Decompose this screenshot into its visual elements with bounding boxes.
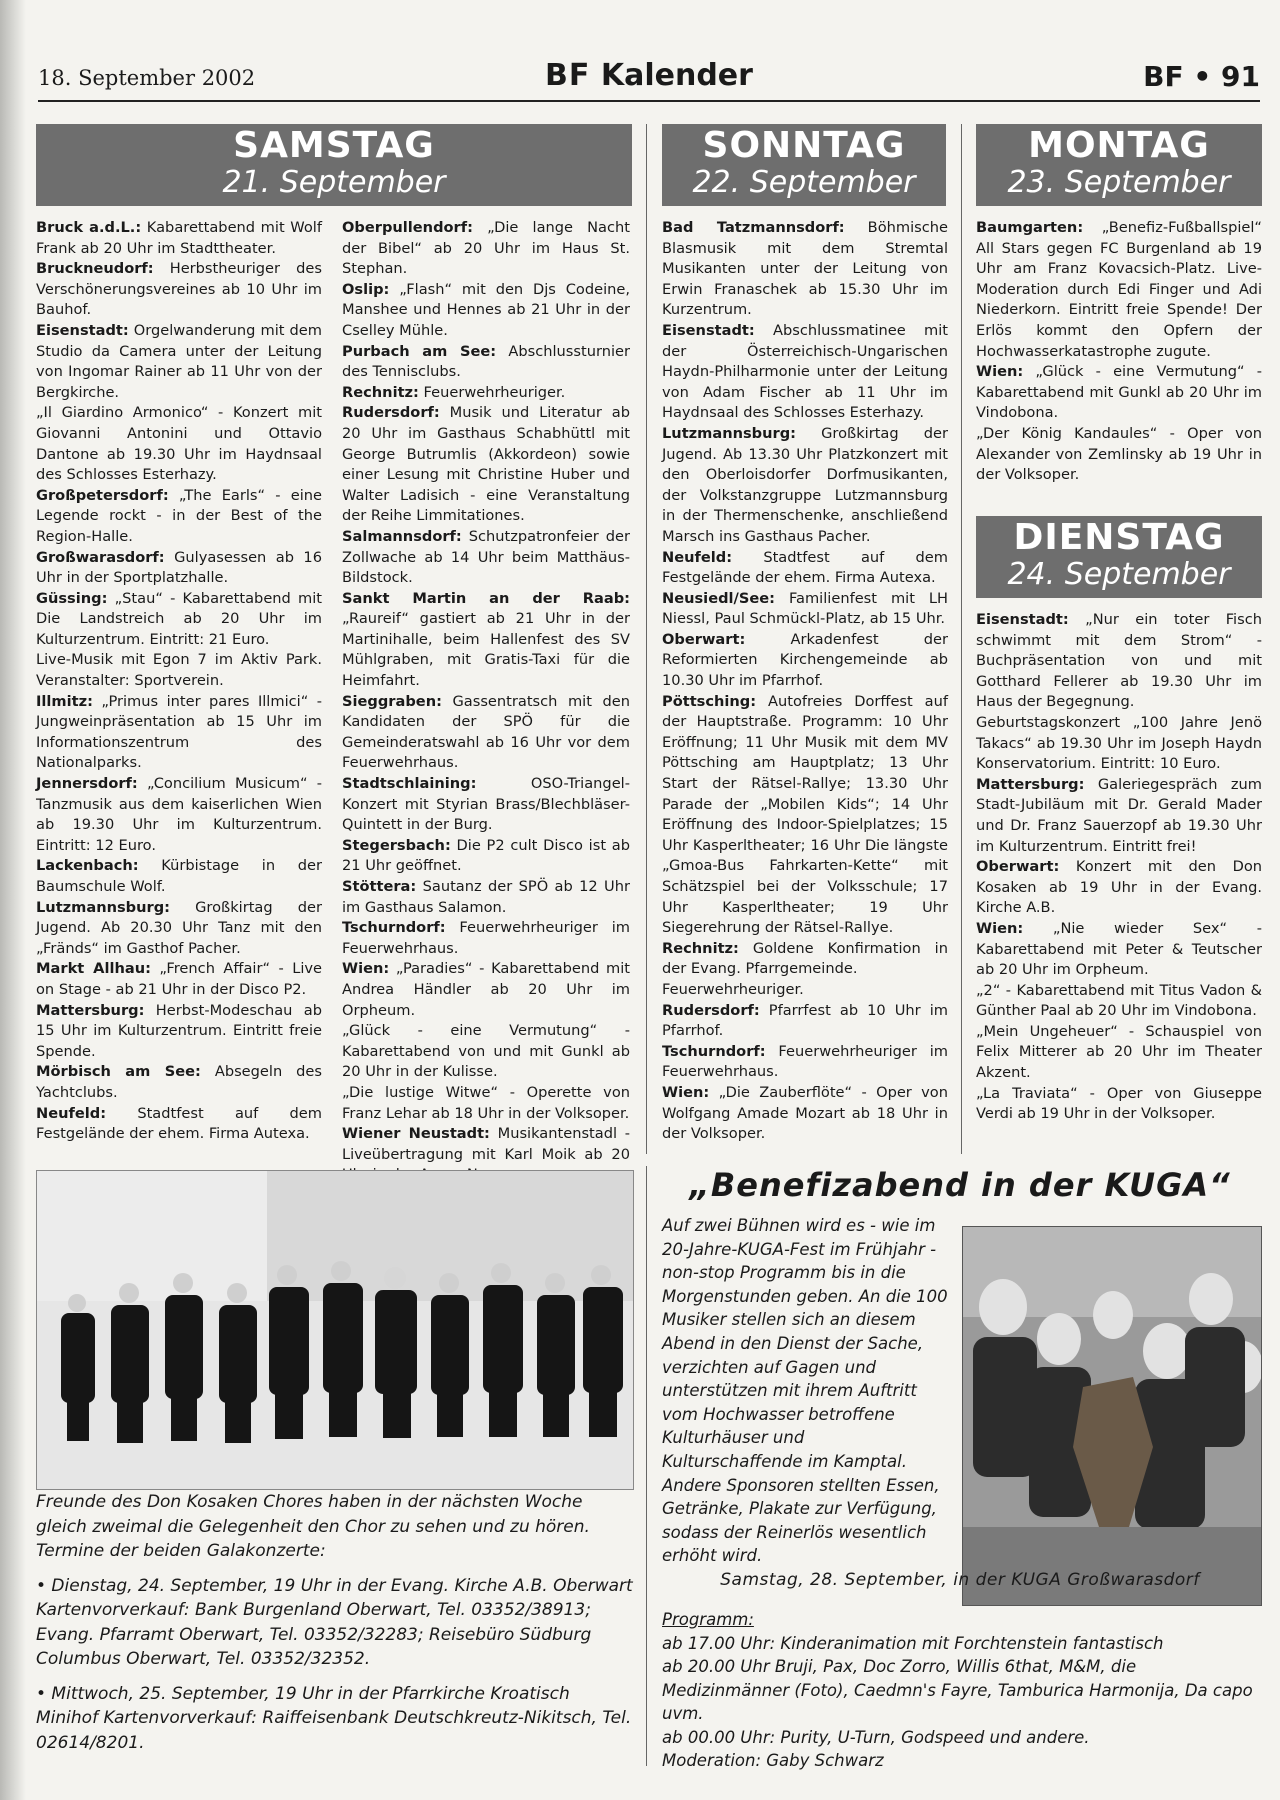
choir-caption — [36, 1490, 636, 1765]
event-place: Mattersburg: — [36, 1001, 145, 1019]
event-entry — [36, 259, 322, 321]
event-text: Pfarrfest ab 10 Uhr im Pfarrhof. — [662, 1001, 948, 1040]
page-header — [38, 58, 1260, 100]
event-place: Neufeld: — [662, 548, 733, 566]
event-place: Bad Tatzmannsdorf: — [662, 219, 845, 236]
event-place: Lutzmannsburg: — [662, 424, 796, 442]
event-text: „Glück - eine Vermutung“ - Kabarettabend von und mit Gunkl ab 20 Uhr in der Kulisse. — [342, 1022, 630, 1081]
events-column-montag — [976, 218, 1262, 486]
event-entry — [342, 959, 630, 1021]
event-entry — [662, 548, 948, 589]
event-place: Bruckneudorf: — [36, 260, 154, 278]
event-text: Kabarettabend mit Wolf Frank ab 20 Uhr im Stadttheater. — [36, 219, 322, 257]
event-text: „La Traviata“ - Oper von Giuseppe Verdi ab 19 Uhr in der Volksoper. — [976, 1084, 1262, 1123]
event-text: Absegeln des Yachtclubs. — [36, 1063, 322, 1101]
event-text: Goldene Konfirmation in der Evang. Pfarrgemeinde. — [662, 939, 948, 978]
event-entry — [342, 1083, 630, 1124]
event-entry — [976, 424, 1262, 486]
event-text: „Benefiz-Fußballspiel“ All Stars gegen FC Burgenland ab 19 Uhr am Franz Kovacsich-Platz. Live-Moderation durch Edi Finger und Adi Niederkorn. Eintritt freie Spende! Der Erlös kommt den Opfern der Hochwasserkatastrophe zugute. — [976, 219, 1262, 360]
caption-concert-2: • Mittwoch, 25. September, 19 Uhr in der Pfarrkirche Kroatisch Minihof Kartenvorverkauf: Raiffeisenbank Deutschkreutz-Nikitsch, Tel. 02614/8201. — [36, 1683, 632, 1753]
event-text: Gulyasessen ab 16 Uhr in der Sportplatzhalle. — [36, 548, 322, 587]
event-place: Sankt Martin an der Raab: — [342, 589, 630, 607]
event-place: Rechnitz: — [662, 939, 739, 957]
event-text: Abschlussmatinee mit der Österreichisch-Ungarischen Haydn-Philharmonie unter der Leitung von Adam Fischer ab 11 Uhr im Haydnsaal des Schlosses Esterhazy. — [662, 321, 948, 422]
event-entry — [36, 321, 322, 403]
caption-intro: Freunde des Don Kosaken Chores haben in der nächsten Woche gleich zweimal die Gelegenheit den Chor zu sehen und zu hören. Termine der beiden Galakonzerte: — [36, 1492, 590, 1561]
event-entry — [36, 218, 322, 259]
event-text: Abschlussturnier des Tennisclubs. — [342, 342, 630, 381]
event-text: „Flash“ mit den Djs Codeine, Manshee und Hennes ab 21 Uhr in der Cselley Mühle. — [342, 280, 630, 339]
event-entry — [36, 1001, 322, 1063]
event-text: „Glück - eine Vermutung“ - Kabarettabend mit Gunkl ab 20 Uhr im Vindobona. — [976, 363, 1262, 422]
day-header-dienstag — [976, 516, 1262, 598]
event-place: Mörbisch am See: — [36, 1063, 201, 1081]
event-text: Orgelwanderung mit dem Studio da Camera unter der Leitung von Ingomar Rainer ab 11 Uhr von der Bergkirche. — [36, 321, 322, 401]
event-entry — [342, 836, 630, 877]
event-text: OSO-Triangel-Konzert mit Styrian Brass/Blechbläser-Quintett in der Burg. — [342, 775, 630, 834]
event-text: „Stau“ - Kabarettabend mit Die Landstreich ab 20 Uhr im Kulturzentrum. Eintritt: 21 Euro. — [36, 589, 322, 648]
event-place: Bruck a.d.L.: — [36, 219, 142, 236]
column-divider — [646, 1166, 647, 1766]
event-entry — [662, 321, 948, 424]
event-place: Oberpullendorf: — [342, 219, 473, 236]
event-place: Großpetersdorf: — [36, 486, 169, 504]
event-place: Lackenbach: — [36, 857, 139, 875]
event-text: Musikantenstadl - Liveübertragung mit Karl Moik ab 20 — [342, 1125, 630, 1163]
event-entry — [36, 589, 322, 651]
day-date: 21. September — [222, 165, 446, 200]
event-entry — [342, 280, 630, 342]
event-place: Großwarasdorf: — [36, 548, 165, 566]
event-text: Stadtfest auf dem Festgelände der ehem. Firma Autexa. — [662, 548, 948, 587]
event-entry — [342, 342, 630, 383]
event-entry — [976, 610, 1262, 713]
event-entry — [36, 650, 322, 691]
event-entry — [976, 1084, 1262, 1125]
event-text: Feuerwehrheuriger. — [662, 980, 804, 998]
event-place: Tschurndorf: — [342, 919, 446, 937]
event-text: Live-Musik mit Egon 7 im Aktiv Park. Veranstalter: Sportverein. — [36, 651, 322, 690]
event-entry — [36, 548, 322, 589]
event-entry — [342, 692, 630, 774]
event-entry — [36, 1062, 322, 1103]
event-place: Salmannsdorf: — [342, 527, 462, 545]
event-text: „2“ - Kabarettabend mit Titus Vadon & Günther Paal ab 20 Uhr im Vindobona. — [976, 981, 1262, 1020]
event-place: Pöttsching: — [662, 692, 757, 710]
event-text: Die P2 cult Disco ist ab 21 Uhr geöffnet. — [342, 836, 630, 875]
event-entry — [36, 856, 322, 897]
event-place: Rudersdorf: — [662, 1001, 760, 1019]
day-header-montag — [976, 124, 1262, 206]
section-title-text: Kalender — [590, 58, 753, 93]
program-label: Programm: — [662, 1610, 754, 1629]
event-entry — [36, 959, 322, 1000]
event-text: Galeriegespräch zum Stadt-Jubiläum mit Dr. Gerald Mader und Dr. Franz Sauerzopf ab 19.30 Uhr im Kulturzentrum. Eintritt frei! — [976, 775, 1262, 855]
event-entry — [36, 774, 322, 856]
event-place: Baumgarten: — [976, 219, 1084, 236]
event-text: Feuerwehrheuriger im Feuerwehrhaus. — [342, 919, 630, 957]
event-place: Stegersbach: — [342, 836, 451, 854]
event-text: Arkadenfest der Reformierten Kirchengemeinde ab 10.30 Uhr im Pfarrhof. — [662, 630, 948, 690]
event-place: Markt Allhau: — [36, 960, 151, 978]
event-entry — [36, 403, 322, 485]
event-text: Musik und Literatur ab 20 Uhr im Gasthaus Schabhüttl mit George Butrumlis (Akkordeon) sowie einer Lesung mit Christine Huber und Walter Ladisich - eine Veranstaltung der Reihe Limmitationes. — [342, 404, 630, 525]
event-text: „Paradies“ - Kabarettabend mit Andrea Händler ab 20 Uhr im Orpheum. — [342, 960, 630, 1019]
program-line: ab 17.00 Uhr: Kinderanimation mit Forchtenstein fantastisch — [662, 1633, 1164, 1653]
event-entry — [36, 486, 322, 548]
column-divider — [961, 124, 962, 1154]
event-place: Wien: — [976, 363, 1024, 381]
event-entry — [976, 981, 1262, 1022]
event-entry — [36, 1104, 322, 1145]
event-entry — [342, 218, 630, 280]
event-text: Sautanz der SPÖ ab 12 Uhr im Gasthaus Salamon. — [342, 878, 630, 916]
event-text: Geburtstagskonzert „100 Jahre Jenö Takacs“ ab 19.30 Uhr im Joseph Haydn Konservatorium. Eintritt: 10 Euro. — [976, 713, 1262, 773]
event-place: Oberwart: — [976, 858, 1060, 876]
event-place: Eisenstadt: — [976, 611, 1069, 628]
day-date: 24. September — [1007, 557, 1231, 592]
day-date: 22. September — [692, 165, 916, 200]
events-column-samstag-2 — [342, 218, 630, 1186]
day-header-sonntag — [662, 124, 946, 206]
event-entry — [342, 589, 630, 692]
page-spine-shadow — [0, 0, 26, 1800]
event-text: „Mein Ungeheuer“ - Schauspiel von Felix Mitterer ab 20 Uhr im Theater Akzent. — [976, 1022, 1262, 1082]
page-number: BF • 91 — [1143, 60, 1260, 93]
event-text: Böhmische Blasmusik mit dem Stremtal Musikanten unter der Leitung von Erwin Franaschek ab 15.30 Uhr im Kurzentrum. — [662, 219, 948, 319]
event-place: Eisenstadt: — [662, 321, 755, 339]
event-place: Wien: — [662, 1083, 710, 1101]
day-header-samstag — [36, 124, 632, 206]
event-entry — [342, 774, 630, 836]
event-place: Illmitz: — [36, 692, 93, 710]
event-text: Konzert mit den Don Kosaken ab 19 Uhr in der Evang. Kirche A.B. — [976, 858, 1262, 917]
event-text: „Primus inter pares Illmici“ - Jungweinpräsentation ab 15 Uhr im Informationszentrum des Nationalparks. — [36, 692, 322, 772]
event-entry — [662, 1083, 948, 1145]
event-entry — [662, 424, 948, 548]
event-entry — [662, 1042, 948, 1083]
event-entry — [342, 527, 630, 589]
program-line: ab 00.00 Uhr: Purity, U-Turn, Godspeed und andere. — [662, 1727, 1090, 1747]
band-photo — [962, 1226, 1262, 1606]
event-text: Autofreies Dorffest auf der Hauptstraße. Programm: 10 Uhr Eröffnung; 11 Uhr Musik mit dem MV Pöttsching am Hauptplatz; 13 Uhr Start der Rätsel-Rallye; 13.30 Uhr Parade der „Mobilen Kids“; 14 Uhr Eröffnung des Indoor-Spielplatzes; 15 Uhr Kasperltheater; 16 Uhr Die längste „Gmoa-Bus Fahrkarten-Kette“ mit Schätzspiel bei der Volksschule; 17 Uhr Kasperltheater; 19 Uhr Siegerehrung der Rätsel-Rallye. — [662, 692, 948, 937]
event-entry — [342, 383, 630, 404]
event-place: Oslip: — [342, 280, 390, 298]
section-title — [38, 58, 1260, 93]
day-name: SAMSTAG — [233, 125, 435, 166]
event-text: „Die Zauberflöte“ - Oper von Wolfgang Amade Mozart ab 18 Uhr in der Volksoper. — [662, 1083, 948, 1143]
event-place: Neufeld: — [36, 1104, 107, 1122]
event-entry — [976, 1022, 1262, 1084]
event-text: Herbstheuriger des Verschönerungsvereines ab 10 Uhr im Bauhof. — [36, 260, 322, 319]
event-place: Eisenstadt: — [36, 321, 129, 339]
day-name: MONTAG — [1028, 125, 1210, 166]
day-name: DIENSTAG — [1013, 517, 1225, 558]
event-place: Wien: — [976, 919, 1024, 937]
event-entry — [662, 630, 948, 692]
event-place: Wien: — [342, 960, 390, 978]
event-place: Lutzmannsburg: — [36, 898, 170, 916]
event-text: „Nur ein toter Fisch schwimmt mit dem Strom“ - Buchpräsentation von und mit Gotthard Fellerer ab 19.30 Uhr im Haus der Begegnung. — [976, 611, 1262, 711]
events-column-samstag-1 — [36, 218, 322, 1145]
header-rule — [38, 100, 1260, 102]
event-place: Tschurndorf: — [662, 1042, 766, 1060]
event-place: Rechnitz: — [342, 383, 419, 401]
event-text: „The Earls“ - eine Legende rockt - in der Best of the Region-Halle. — [36, 486, 322, 545]
event-entry — [342, 918, 630, 959]
event-entry — [976, 713, 1262, 775]
kuga-program — [662, 1608, 1260, 1773]
event-entry — [976, 218, 1262, 362]
event-text: Kürbistage in der Baumschule Wolf. — [36, 857, 322, 895]
event-place: Stöttera: — [342, 878, 417, 895]
event-place: Wiener Neustadt: — [342, 1125, 490, 1143]
events-column-dienstag — [976, 610, 1262, 1125]
event-place: Rudersdorf: — [342, 404, 440, 422]
event-text: „Concilium Musicum“ - Tanzmusik aus dem kaiserlichen Wien ab 19.30 Uhr im Kulturzentrum. Eintritt: 12 Euro. — [36, 775, 322, 854]
event-entry — [36, 898, 322, 960]
events-column-sonntag — [662, 218, 948, 1145]
event-entry — [662, 589, 948, 630]
event-text: „Raureif“ gastiert ab 21 Uhr in der Martinihalle, beim Hallenfest des SV Mühlgraben, mit Gratis-Taxi für die Heimfahrt. — [342, 610, 630, 690]
event-entry — [976, 362, 1262, 424]
day-name: SONNTAG — [702, 125, 906, 166]
event-text: Schutzpatronfeier der Zollwache ab 14 Uhr beim Matthäus-Bildstock. — [342, 527, 630, 587]
event-entry — [976, 775, 1262, 857]
column-divider — [646, 124, 647, 1154]
event-text: Großkirtag der Jugend. Ab 13.30 Uhr Platzkonzert mit den Oberloisdorfer Dorfmusikanten, der Volkstanzgruppe Lutzmannsburg in der Thermenschenke, anschließend Marsch ins Gasthaus Pacher. — [662, 424, 948, 545]
event-entry — [662, 218, 948, 321]
event-place: Purbach am See: — [342, 342, 497, 360]
event-text: „Der König Kandaules“ - Oper von Alexander von Zemlinsky ab 19 Uhr in der Volksoper. — [976, 424, 1262, 484]
event-entry — [662, 692, 948, 939]
event-text: Großkirtag der Jugend. Ab 20.30 Uhr Tanz mit den „Fränds“ im Gasthof Pacher. — [36, 898, 322, 957]
bf-logo: BF — [545, 58, 591, 93]
event-text: „Die lange Nacht der Bibel“ ab 20 Uhr im Haus St. Stephan. — [342, 219, 630, 278]
caption-concert-1: • Dienstag, 24. September, 19 Uhr in der Evang. Kirche A.B. Oberwart Kartenvorverkauf: Bank Burgenland Oberwart, Tel. 03352/38913; Evang. Pfarramt Oberwart, Tel. 03352/32283; Reisebüro Südburg Columbus Oberwart, Tel. 03352/32352. — [36, 1575, 633, 1669]
day-date: 23. September — [1007, 165, 1231, 200]
event-text: Gassentratsch mit den Kandidaten der SPÖ für die Gemeinderatswahl ab 16 Uhr vor dem Feuerwehrhaus. — [342, 692, 630, 772]
event-entry — [976, 857, 1262, 919]
event-entry — [662, 939, 948, 980]
event-text: „Il Giardino Armonico“ - Konzert mit Giovanni Antonini und Ottavio Dantone ab 19.30 Uhr im Haydnsaal des Schlosses Esterhazy. — [36, 404, 322, 484]
event-text: Feuerwehrheuriger. — [418, 383, 566, 401]
event-text: „French Affair“ - Live on Stage - ab 21 Uhr in der Disco P2. — [36, 960, 322, 998]
event-text: „Die lustige Witwe“ - Operette von Franz Lehar ab 18 Uhr in der Volksoper. — [342, 1083, 630, 1122]
program-line: ab 20.00 Uhr Bruji, Pax, Doc Zorro, Willis 6that, M&M, die Medizinmänner (Foto), Caedmn's Fayre, Tamburica Harmonija, Da capo uvm. — [662, 1657, 1253, 1723]
event-text: „Nie wieder Sex“ - Kabarettabend mit Peter & Teutscher ab 20 Uhr im Orpheum. — [976, 919, 1262, 979]
event-entry — [342, 1021, 630, 1083]
kuga-intro-text: Auf zwei Bühnen wird es - wie im 20-Jahre-KUGA-Fest im Frühjahr - non-stop Programm bis in die Morgenstunden geben. An die 100 Musiker stellen sich an diesem Abend in den Dienst der Sache, verzichten auf Gagen und unterstützen mit ihrem Auftritt vom Hochwasser betroffene Kulturhäuser und Kulturschaffende im Kamptal. Andere Sponsoren stellten Essen, Getränke, Plakate zur Verfügung, sodass der Reinerlös wesentlich erhöht wird. — [662, 1216, 948, 1566]
event-entry — [342, 877, 630, 918]
program-line: Moderation: Gaby Schwarz — [662, 1751, 884, 1770]
event-place: Stadtschlaining: — [342, 775, 477, 793]
event-text: Stadtfest auf dem Festgelände der ehem. Firma Autexa. — [36, 1104, 322, 1143]
event-place: Neusiedl/See: — [662, 589, 776, 607]
event-entry — [662, 980, 948, 1001]
issue-date: 18. September 2002 — [38, 66, 256, 90]
event-entry — [342, 403, 630, 527]
event-place: Güssing: — [36, 589, 108, 607]
choir-photo — [36, 1170, 634, 1490]
event-entry — [36, 692, 322, 774]
kuga-headline: „Benefizabend in der KUGA“ — [689, 1166, 1231, 1204]
event-place: Jennersdorf: — [36, 775, 138, 793]
event-place: Sieggraben: — [342, 692, 442, 710]
event-text: Herbst-Modeschau ab 15 Uhr im Kulturzentrum. Eintritt freie Spende. — [36, 1001, 322, 1060]
event-text: Familienfest mit LH Niessl, Paul Schmückl-Platz, ab 15 Uhr. — [662, 589, 948, 628]
event-entry — [662, 1001, 948, 1042]
event-place: Oberwart: — [662, 630, 746, 648]
kuga-event-date: Samstag, 28. September, in der KUGA Großwarasdorf — [720, 1570, 1200, 1590]
event-text: Feuerwehrheuriger im Feuerwehrhaus. — [662, 1042, 948, 1081]
event-place: Mattersburg: — [976, 775, 1085, 793]
event-entry — [976, 919, 1262, 981]
